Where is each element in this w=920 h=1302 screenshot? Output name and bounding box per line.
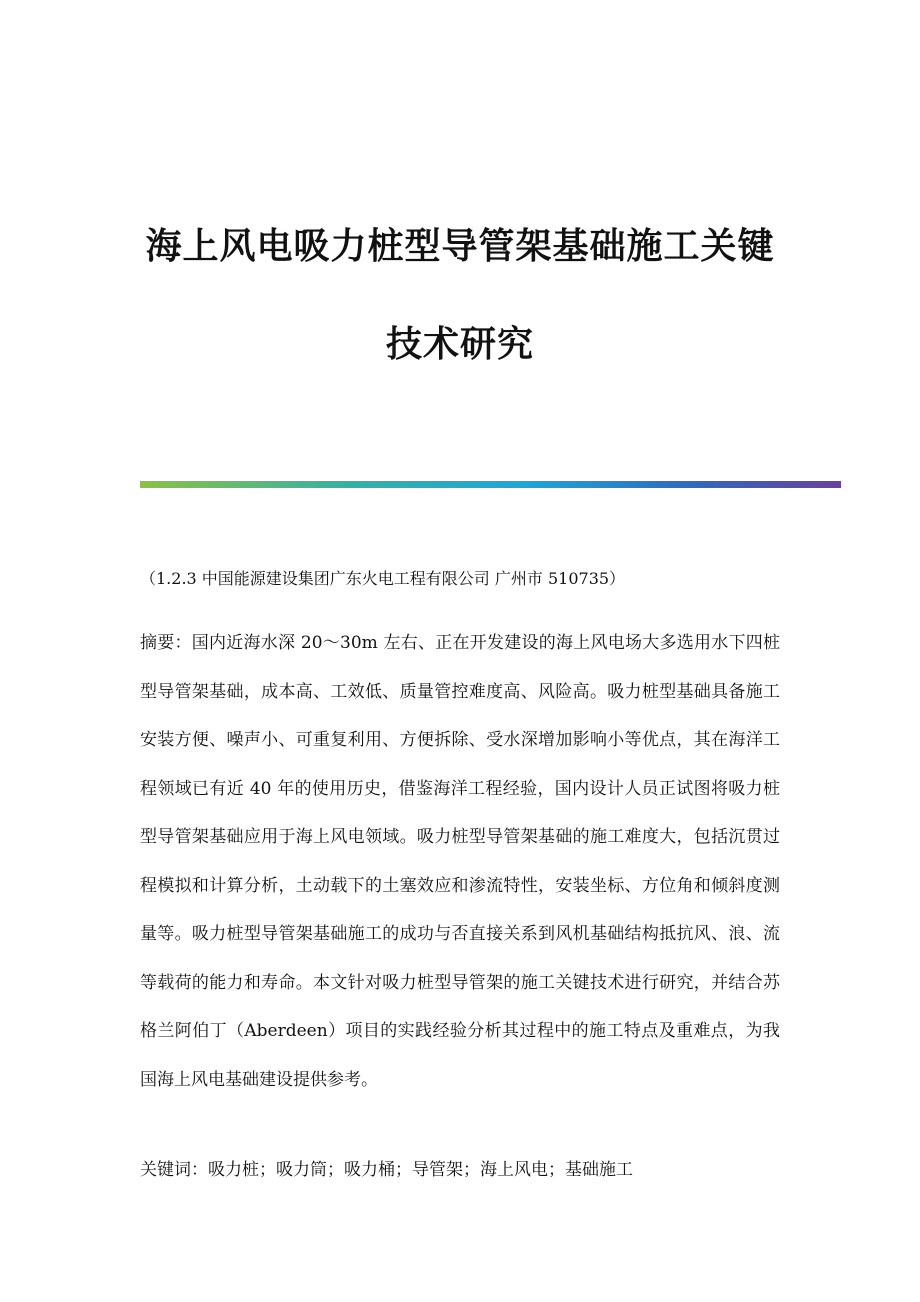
title-line-1: 海上风电吸力桩型导管架基础施工关键 xyxy=(145,226,775,267)
keywords: 关键词：吸力桩；吸力筒；吸力桶；导管架；海上风电；基础施工 xyxy=(140,1160,633,1180)
gradient-divider xyxy=(140,481,841,488)
abstract: 摘要：国内近海水深 20～30m 左右、正在开发建设的海上风电场大多选用水下四桩型导管架基础，成本高、工效低、质量管控难度高、风险高。吸力桩型基础具备施工安装方便、噪声小、可重复利用、方便拆除、受水深增加影响小等优点，其在海洋工程领域已有近 40 年的使用历史，借鉴海洋工程经验，国内设计人员正试图将吸力桩型导管架基础应用于海上风电领域。吸力桩型导管架基础的施工难度大，包括沉贯过程模拟和计算分析，土动载下的土塞效应和渗流特性，安装坐标、方位角和倾斜度测量等。吸力桩型导管架基础施工的成功与否直接关系到风机基础结构抵抗风、浪、流等载荷的能力和寿命。本文针对吸力桩型导管架的施工关键技术进行研究，并结合苏格兰阿伯丁（Aberdeen）项目的实践经验分析其过程中的施工特点及重难点，为我国海上风电基础建设提供参考。 xyxy=(140,633,780,1090)
title-line-2: 技术研究 xyxy=(385,324,534,365)
affiliation: （1.2.3 中国能源建设集团广东火电工程有限公司 广州市 510735） xyxy=(140,569,626,588)
